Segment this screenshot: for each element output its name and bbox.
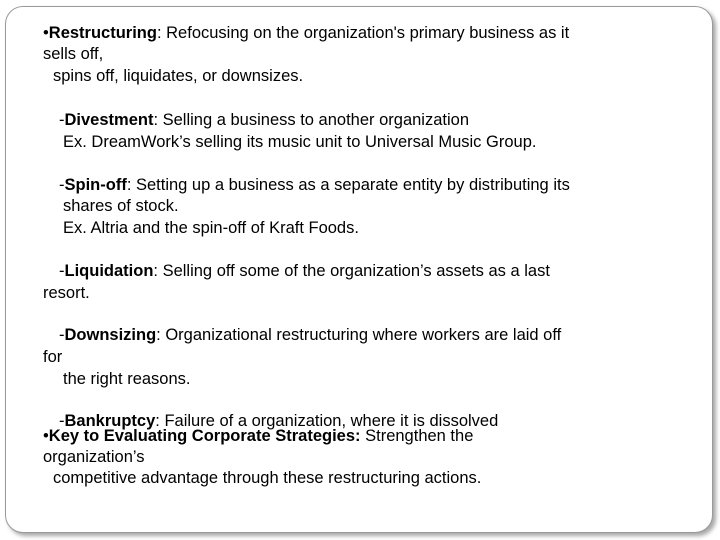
bankruptcy-term: Bankruptcy bbox=[64, 412, 156, 430]
downsizing-continuation-2: the right reasons. bbox=[63, 370, 191, 388]
bullet: • bbox=[43, 427, 49, 445]
divestment-definition: : Selling a business to another organization bbox=[153, 111, 469, 129]
liquidation-line bbox=[59, 262, 550, 281]
bankruptcy-definition: : Failure of a organization, where it is dissolved bbox=[155, 412, 499, 430]
liquidation-continuation: resort. bbox=[43, 284, 90, 302]
restructuring-term: Restructuring bbox=[48, 24, 157, 42]
spinoff-definition: : Setting up a business as a separate entity by distributing its bbox=[126, 176, 570, 194]
key-line-3: competitive advantage through these restructuring actions. bbox=[53, 469, 482, 487]
divestment-line bbox=[59, 111, 469, 130]
divestment-term: Divestment bbox=[64, 111, 154, 129]
key-definition: Strengthen the bbox=[360, 427, 474, 445]
key-term: Key to Evaluating Corporate Strategies: bbox=[48, 427, 361, 445]
liquidation-definition: : Selling off some of the organization’s assets as a last bbox=[153, 262, 550, 280]
dash: - bbox=[59, 262, 65, 280]
divestment-example: Ex. DreamWork’s selling its music unit to Universal Music Group. bbox=[63, 133, 537, 151]
key-line-1 bbox=[43, 427, 473, 446]
downsizing-continuation-1: for bbox=[43, 348, 63, 366]
dash: - bbox=[59, 412, 65, 430]
spinoff-term: Spin-off bbox=[64, 176, 127, 194]
restructuring-line-3: spins off, liquidates, or downsizes. bbox=[53, 67, 304, 85]
downsizing-term: Downsizing bbox=[64, 326, 157, 344]
dash: - bbox=[59, 111, 65, 129]
dash: - bbox=[59, 176, 65, 194]
spinoff-line bbox=[59, 176, 570, 195]
key-line-2: organization’s bbox=[43, 448, 145, 466]
restructuring-line-1 bbox=[43, 24, 569, 43]
downsizing-definition: : Organizational restructuring where workers are laid off bbox=[156, 326, 562, 344]
spinoff-example: Ex. Altria and the spin-off of Kraft Foods. bbox=[63, 219, 359, 237]
restructuring-definition: : Refocusing on the organization's primary business as it bbox=[156, 24, 570, 42]
dash: - bbox=[59, 326, 65, 344]
downsizing-line bbox=[59, 326, 561, 345]
liquidation-term: Liquidation bbox=[64, 262, 154, 280]
restructuring-line-2: sells off, bbox=[43, 45, 104, 63]
bullet: • bbox=[43, 24, 49, 42]
spinoff-continuation: shares of stock. bbox=[63, 197, 179, 215]
